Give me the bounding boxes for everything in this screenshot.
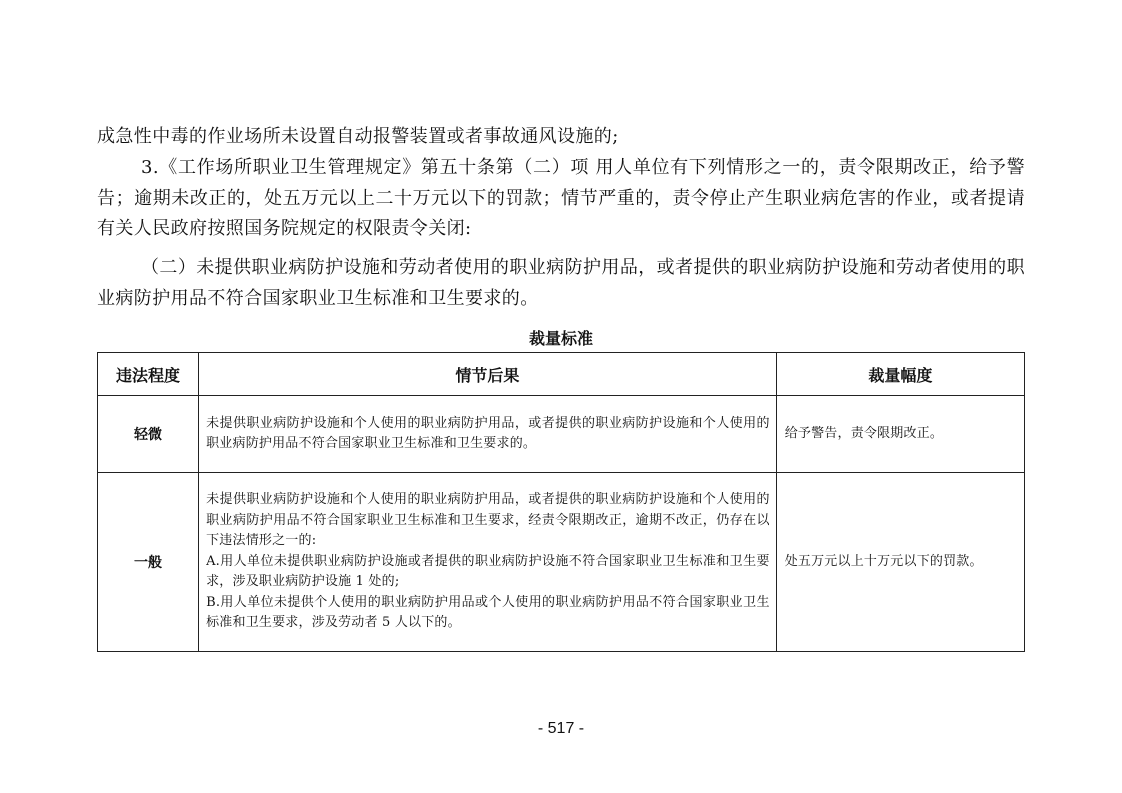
circumstances-item-b: B.用人单位未提供个人使用的职业病防护用品或个人使用的职业病防护用品不符合国家职业卫生标准和卫生要求，涉及劳动者 5 人以下的。 [206, 594, 770, 631]
violation-level: 一般 [98, 473, 199, 652]
paragraph-continuation: 成急性中毒的作业场所未设置自动报警装置或者事故通风设施的; [97, 126, 619, 147]
violation-level: 轻微 [98, 396, 199, 473]
circumstances-cell [199, 396, 777, 473]
circumstances-text: 未提供职业病防护设施和个人使用的职业病防护用品，或者提供的职业病防护设施和个人使用的职业病防护用品不符合国家职业卫生标准和卫生要求，经责令限期改正，逾期不改正，仍存在以下违法情形之一的: [206, 492, 770, 549]
table-title: 裁量标准 [528, 329, 593, 348]
table-row [98, 396, 1025, 473]
penalty-cell: 处五万元以上十万元以下的罚款。 [776, 473, 1024, 652]
header-violation-degree: 违法程度 [98, 353, 199, 396]
discretion-standard-table [97, 352, 1025, 652]
header-circumstances: 情节后果 [199, 353, 777, 396]
circumstances-cell [199, 473, 777, 652]
circumstances-item-a: A.用人单位未提供职业病防护设施或者提供的职业病防护设施不符合国家职业卫生标准和卫生要求，涉及职业病防护设施 1 处的; [206, 553, 770, 590]
paragraph-item-two: （二）未提供职业病防护设施和劳动者使用的职业病防护用品，或者提供的职业病防护设施和劳动者使用的职业病防护用品不符合国家职业卫生标准和卫生要求的。 [97, 257, 1025, 309]
page-number: - 517 - [537, 720, 585, 737]
header-penalty-range: 裁量幅度 [776, 353, 1024, 396]
paragraph-regulation-clause: 3.《工作场所职业卫生管理规定》第五十条第（二）项 用人单位有下列情形之一的，责令限期改正，给予警告；逾期未改正的，处五万元以上二十万元以下的罚款；情节严重的，责令停止产生职业病危害的作业，或者提请有关人民政府按照国务院规定的权限责令关闭: [97, 157, 1025, 239]
circumstances-text: 未提供职业病防护设施和个人使用的职业病防护用品，或者提供的职业病防护设施和个人使用的职业病防护用品不符合国家职业卫生标准和卫生要求的。 [206, 415, 770, 451]
penalty-cell: 给予警告，责令限期改正。 [776, 396, 1024, 473]
table-header-row [98, 353, 1025, 396]
table-row [98, 473, 1025, 652]
